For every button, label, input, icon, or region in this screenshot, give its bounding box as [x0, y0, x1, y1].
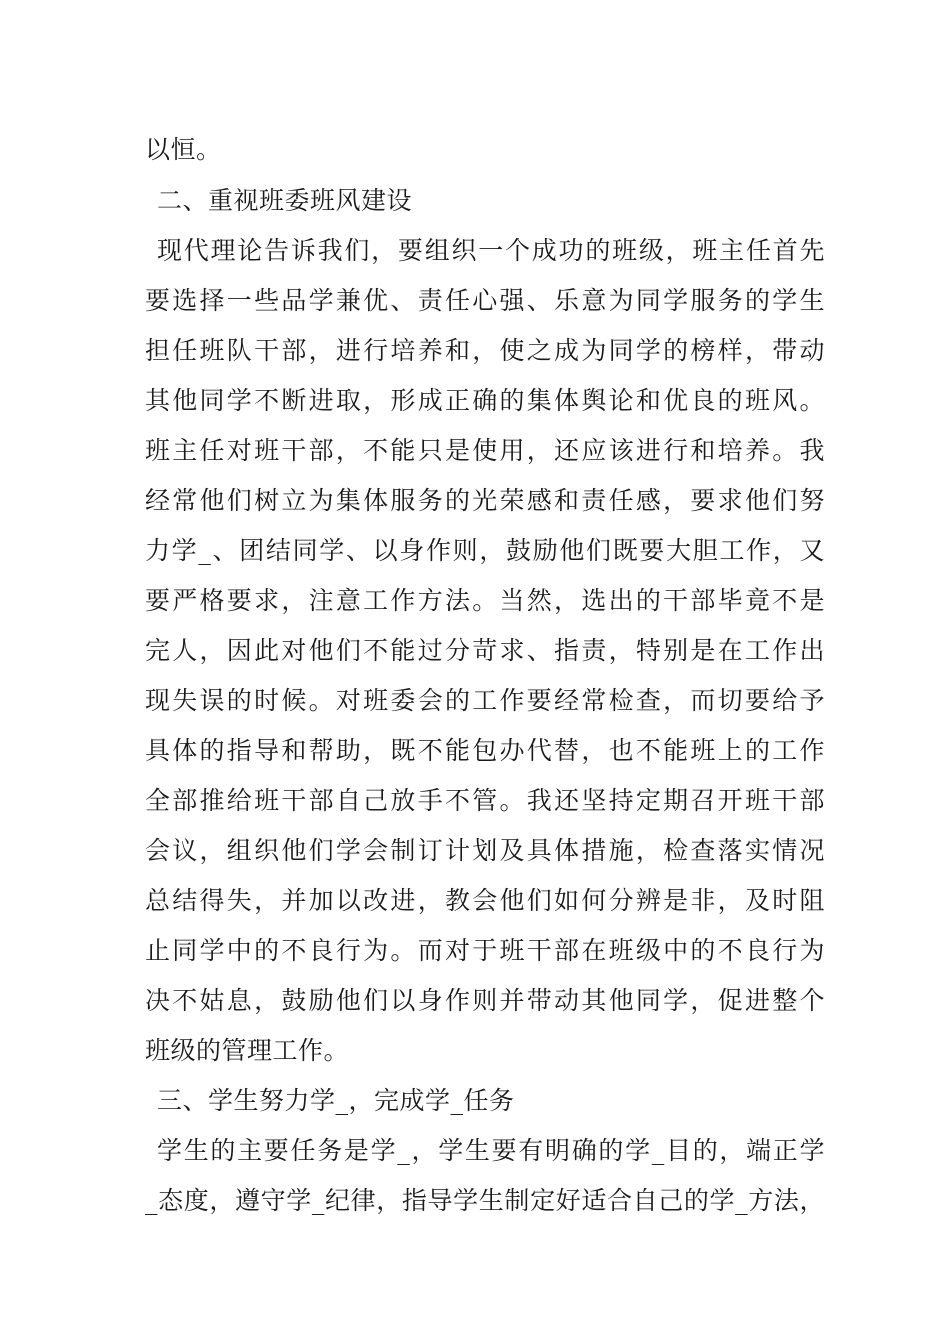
- text-line: 现代理论告诉我们，要组织一个成功的班级，班主任首先: [157, 236, 825, 265]
- text-line: 经常他们树立为集体服务的光荣感和责任感，要求他们努: [145, 486, 825, 515]
- text-line: 现失误的时候。对班委会的工作要经常检查，而切要给予: [145, 686, 825, 715]
- text-line: 会议，组织他们学会制订计划及具体措施，检查落实情况: [145, 836, 825, 865]
- section-heading: 二、重视班委班风建设: [157, 186, 413, 215]
- text-line: 学生的主要任务是学_，学生要有明确的学_目的，端正学: [157, 1136, 825, 1165]
- text-line: 其他同学不断进取，形成正确的集体舆论和优良的班风。: [145, 386, 825, 415]
- text-line: 班级的管理工作。: [145, 1036, 350, 1065]
- text-line: 完人，因此对他们不能过分苛求、指责，特别是在工作出: [145, 636, 825, 665]
- section-heading: 三、学生努力学_，完成学_任务: [157, 1086, 515, 1115]
- text-line: 担任班队干部，进行培养和，使之成为同学的榜样，带动: [145, 336, 825, 365]
- text-line: 决不姑息，鼓励他们以身作则并带动其他同学，促进整个: [145, 986, 825, 1015]
- text-line: 止同学中的不良行为。而对于班干部在班级中的不良行为: [145, 936, 825, 965]
- text-line: 全部推给班干部自己放手不管。我还坚持定期召开班干部: [145, 786, 825, 815]
- text-line: 具体的指导和帮助，既不能包办代替，也不能班上的工作: [145, 736, 825, 765]
- text-line: 总结得失，并加以改进，教会他们如何分辨是非，及时阻: [145, 886, 825, 915]
- text-line: 力学_、团结同学、以身作则，鼓励他们既要大胆工作，又: [145, 536, 825, 565]
- text-line: 要严格要求，注意工作方法。当然，选出的干部毕竟不是: [145, 586, 825, 615]
- text-line: 班主任对班干部，不能只是使用，还应该进行和培养。我: [145, 436, 825, 465]
- text-line: 要选择一些品学兼优、责任心强、乐意为同学服务的学生: [145, 286, 825, 315]
- text-line: 以恒。: [145, 135, 222, 164]
- text-line: _态度，遵守学_纪律，指导学生制定好适合自己的学_方法，: [145, 1186, 825, 1215]
